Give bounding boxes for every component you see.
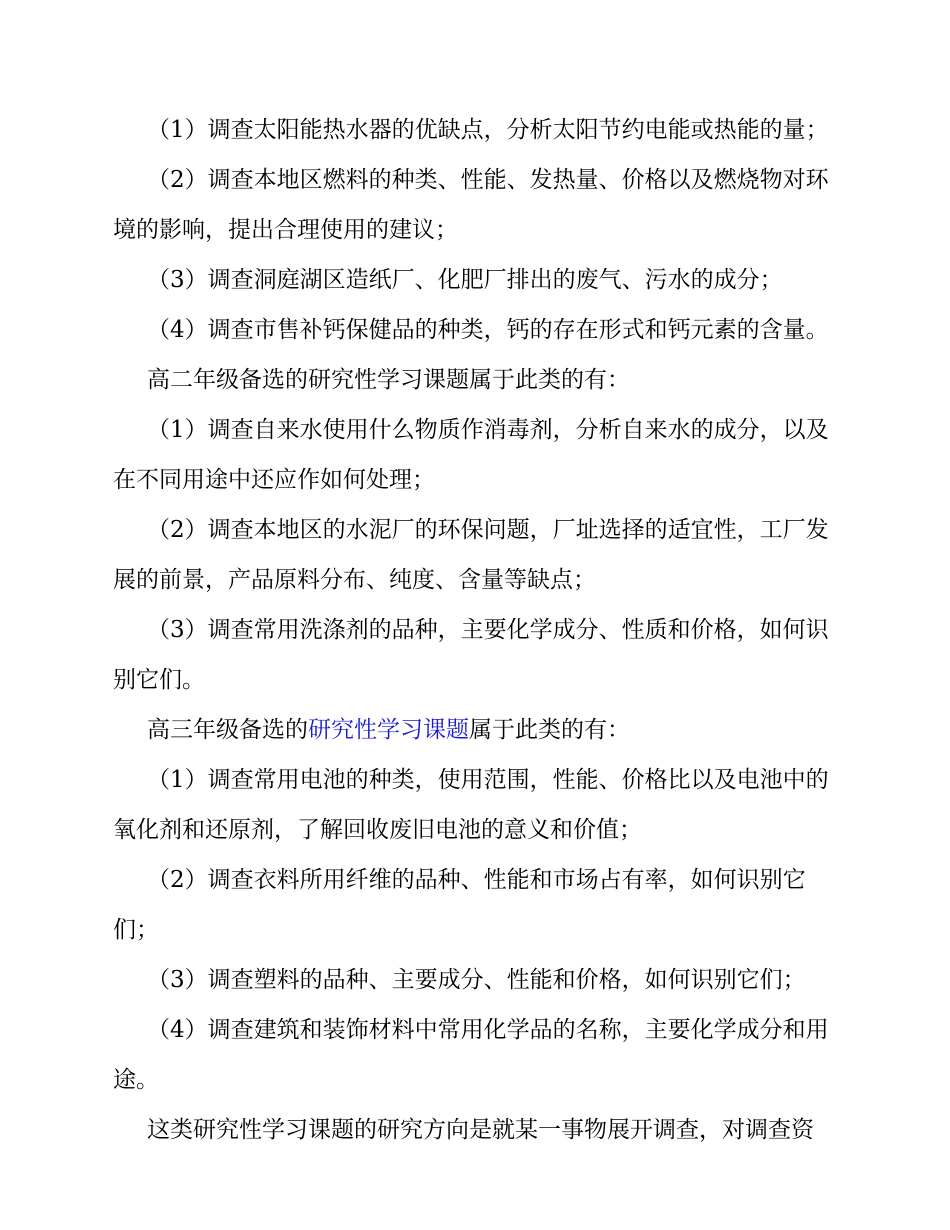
paragraph-item-12: 这类研究性学习课题的研究方向是就某一事物展开调查，对调查资 [147,1117,814,1143]
paragraph-item-8: （1）调查常用电池的种类，使用范围，性能、价格比以及电池中的氧化剂和还原剂，了解回收废旧电池的意义和价值； [113,767,829,843]
heading-suffix: 属于此类的有： [469,717,630,743]
paragraph-item-2: （2）调查本地区燃料的种类、性能、发热量、价格以及燃烧物对环境的影响，提出合理使用的建议； [113,167,829,243]
document-page [113,105,843,1155]
paragraph-item-11: （4）调查建筑和装饰材料中常用化学品的名称，主要化学成分和用途。 [113,1017,829,1093]
paragraph-item-6: （2）调查本地区的水泥厂的环保问题，厂址选择的适宜性，工厂发展的前景，产品原料分布、纯度、含量等缺点； [113,517,829,593]
section-heading-grade-two: 高二年级备选的研究性学习课题属于此类的有： [147,367,630,393]
research-topic-link[interactable]: 研究性学习课题 [308,717,469,743]
heading-prefix: 高三年级备选的 [147,717,308,743]
section-heading-grade-three [113,705,843,755]
paragraph-item-4: （4）调查市售补钙保健品的种类，钙的存在形式和钙元素的含量。 [147,317,829,343]
paragraph-item-7: （3）调查常用洗涤剂的品种，主要化学成分、性质和价格，如何识别它们。 [113,617,829,693]
paragraph-item-10: （3）调查塑料的品种、主要成分、性能和价格，如何识别它们； [147,967,806,993]
paragraph-item-1: （1）调查太阳能热水器的优缺点，分析太阳节约电能或热能的量； [147,117,829,143]
paragraph-item-5: （1）调查自来水使用什么物质作消毒剂，分析自来水的成分，以及在不同用途中还应作如何处理； [113,417,829,493]
paragraph-item-9: （2）调查衣料所用纤维的品种、性能和市场占有率，如何识别它们； [113,867,806,943]
paragraph-item-3: （3）调查洞庭湖区造纸厂、化肥厂排出的废气、污水的成分； [147,267,783,293]
